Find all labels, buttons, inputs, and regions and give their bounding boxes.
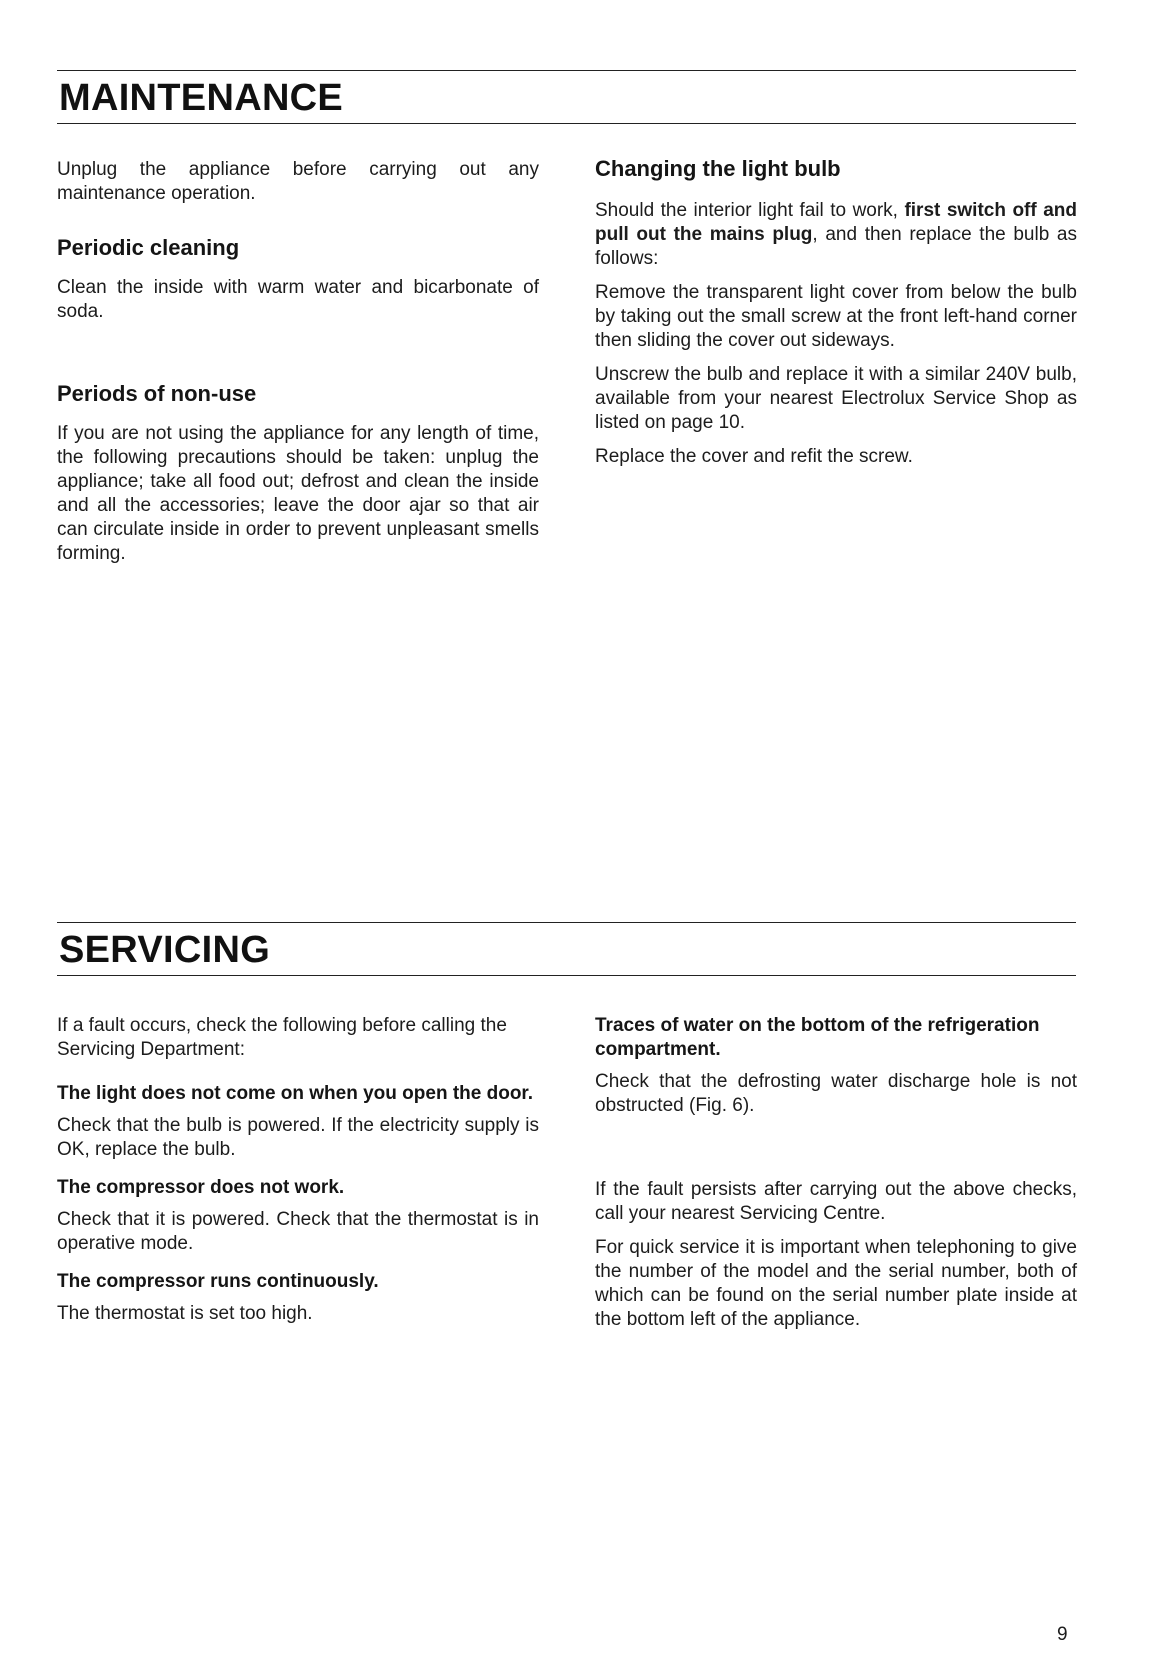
bottom-rule — [57, 123, 1076, 124]
servicing-intro: If a fault occurs, check the following before calling the Servicing Department: — [57, 1015, 507, 1060]
maintenance-section-header — [57, 70, 1076, 124]
bottom-rule — [57, 975, 1076, 976]
non-use-heading: Periods of non-use — [57, 381, 257, 406]
compressor-not-work-text: Check that it is powered. Check that the thermostat is in operative mode. — [57, 1209, 539, 1254]
servicing-left-column — [57, 1014, 539, 1336]
maintenance-title: MAINTENANCE — [59, 77, 344, 119]
periodic-cleaning-heading: Periodic cleaning — [57, 235, 240, 260]
water-traces-text: Check that the defrosting water discharge hole is not obstructed (Fig. 6). — [595, 1071, 1077, 1116]
light-fault-text: Check that the bulb is powered. If the electricity supply is OK, replace the bulb. — [57, 1115, 539, 1160]
periodic-cleaning-text: Clean the inside with warm water and bicarbonate of soda. — [57, 277, 539, 322]
maintenance-intro: Unplug the appliance before carrying out any maintenance operation. — [57, 159, 539, 204]
compressor-not-work-heading: The compressor does not work. — [57, 1177, 345, 1198]
light-bulb-heading: Changing the light bulb — [595, 156, 841, 181]
light-fault-heading: The light does not come on when you open the door. — [57, 1083, 534, 1104]
maintenance-left-column — [57, 158, 539, 576]
light-bulb-paragraph-3: Unscrew the bulb and replace it with a similar 240V bulb, available from your nearest Electrolux Service Shop as listed on page 10. — [595, 364, 1077, 433]
fault-persists-text: If the fault persists after carrying out the above checks, call your nearest Servicing Centre. — [595, 1179, 1077, 1224]
servicing-right-column — [595, 1014, 1077, 1342]
light-bulb-paragraph-1 — [595, 199, 1077, 271]
compressor-continuous-text: The thermostat is set too high. — [57, 1303, 313, 1324]
light-bulb-paragraph-4: Replace the cover and refit the screw. — [595, 446, 913, 467]
light-bulb-paragraph-2: Remove the transparent light cover from below the bulb by taking out the small screw at the front left-hand corner then sliding the cover out sideways. — [595, 282, 1077, 351]
maintenance-right-column — [595, 155, 1077, 479]
compressor-continuous-heading: The compressor runs continuously. — [57, 1271, 379, 1292]
quick-service-text: For quick service it is important when telephoning to give the number of the model and the serial number, both of which can be found on the serial number plate inside at the bottom left of the appliance. — [595, 1237, 1077, 1330]
servicing-section-header — [57, 922, 1076, 976]
non-use-text: If you are not using the appliance for any length of time, the following precautions should be taken: unplug the appliance; take all food out; defrost and clean the inside and all the accessories; leave the door ajar so that air can circulate inside in order to prevent unpleasant smells forming. — [57, 423, 539, 564]
water-traces-heading: Traces of water on the bottom of the refrigeration compartment. — [595, 1015, 1040, 1060]
light-bulb-p1-start: Should the interior light fail to work, — [595, 200, 905, 221]
servicing-title: SERVICING — [59, 929, 271, 971]
light-bulb-p1-end: , and then replace the bulb as follows: — [595, 224, 1077, 269]
light-bulb-p1-bold: first switch off and pull out the mains plug — [595, 200, 1077, 245]
page-number: 9 — [1057, 1624, 1068, 1645]
